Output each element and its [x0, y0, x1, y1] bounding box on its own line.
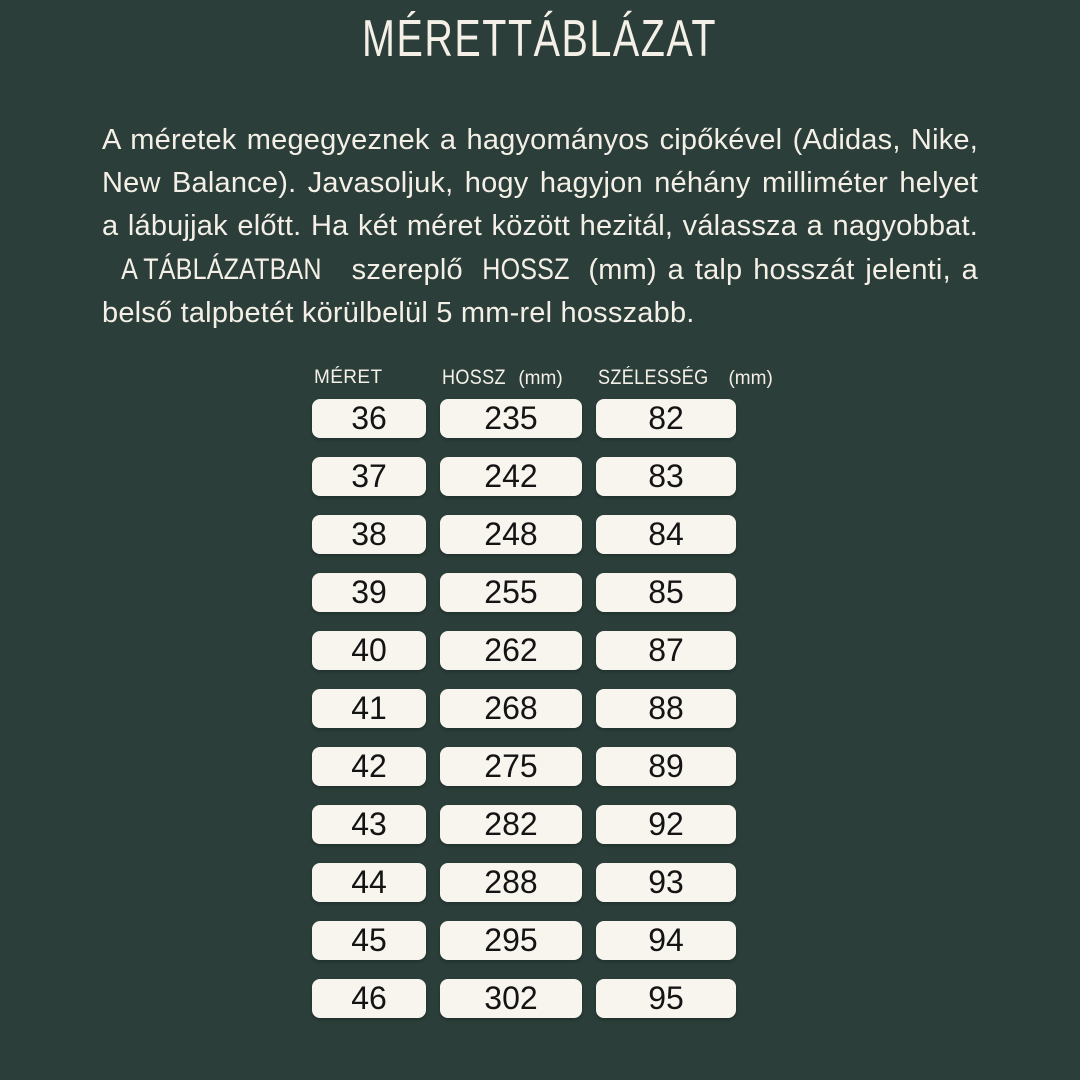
column-header-length-unit: (mm) — [518, 368, 563, 389]
size-table — [312, 366, 773, 1018]
width-cell: 94 — [596, 921, 736, 960]
length-cell: 248 — [440, 515, 582, 554]
intro-segment: A méretek megegyeznek a hagyományos cipőkével (Adidas, Nike, New Balance). Javasoljuk, hogy hagyjon néhány milliméter helyet a lábujjak előtt. Ha két méret között hezitál, válassza a nagyobbat. — [102, 124, 978, 242]
length-cell: 262 — [440, 631, 582, 670]
column-header-size — [312, 366, 426, 391]
intro-segment-emphasis: HOSSZ — [481, 253, 570, 286]
size-cell: 38 — [312, 515, 426, 554]
size-cell: 37 — [312, 457, 426, 496]
length-cell: 288 — [440, 863, 582, 902]
size-cell: 45 — [312, 921, 426, 960]
width-cell: 85 — [596, 573, 736, 612]
width-cell: 84 — [596, 515, 736, 554]
width-cell: 87 — [596, 631, 736, 670]
size-cell: 44 — [312, 863, 426, 902]
size-cell: 39 — [312, 573, 426, 612]
column-header-size-label: MÉRET — [314, 367, 383, 388]
size-cell: 36 — [312, 399, 426, 438]
intro-segment: (mm) a talp hosszát jelenti, a belső talpbetét körülbelül 5 mm-rel hosszabb. — [102, 254, 978, 329]
intro-segment: szereplő — [340, 254, 474, 286]
width-cell: 82 — [596, 399, 736, 438]
size-cell: 42 — [312, 747, 426, 786]
page-title-text: MÉRETTÁBLÁZAT — [362, 10, 718, 68]
column-header-length — [440, 366, 582, 391]
length-cell: 282 — [440, 805, 582, 844]
length-cell: 302 — [440, 979, 582, 1018]
page-title — [0, 8, 1080, 83]
intro-paragraph — [102, 119, 978, 379]
column-header-width — [596, 366, 773, 391]
size-cell: 43 — [312, 805, 426, 844]
column-header-width-label: SZÉLESSÉG — [598, 366, 709, 389]
length-cell: 235 — [440, 399, 582, 438]
column-header-width-unit: (mm) — [728, 368, 773, 389]
width-cell: 89 — [596, 747, 736, 786]
width-cell: 93 — [596, 863, 736, 902]
size-cell: 46 — [312, 979, 426, 1018]
size-cell: 41 — [312, 689, 426, 728]
length-cell: 255 — [440, 573, 582, 612]
length-cell: 295 — [440, 921, 582, 960]
size-cell: 40 — [312, 631, 426, 670]
size-table-header-row — [312, 366, 773, 391]
length-cell: 275 — [440, 747, 582, 786]
length-cell: 242 — [440, 457, 582, 496]
column-header-length-label: HOSSZ — [442, 366, 506, 389]
width-cell: 83 — [596, 457, 736, 496]
size-table-body — [312, 399, 736, 1018]
width-cell: 92 — [596, 805, 736, 844]
intro-segment-emphasis: A TÁBLÁZATBAN — [121, 253, 322, 286]
width-cell: 88 — [596, 689, 736, 728]
width-cell: 95 — [596, 979, 736, 1018]
length-cell: 268 — [440, 689, 582, 728]
